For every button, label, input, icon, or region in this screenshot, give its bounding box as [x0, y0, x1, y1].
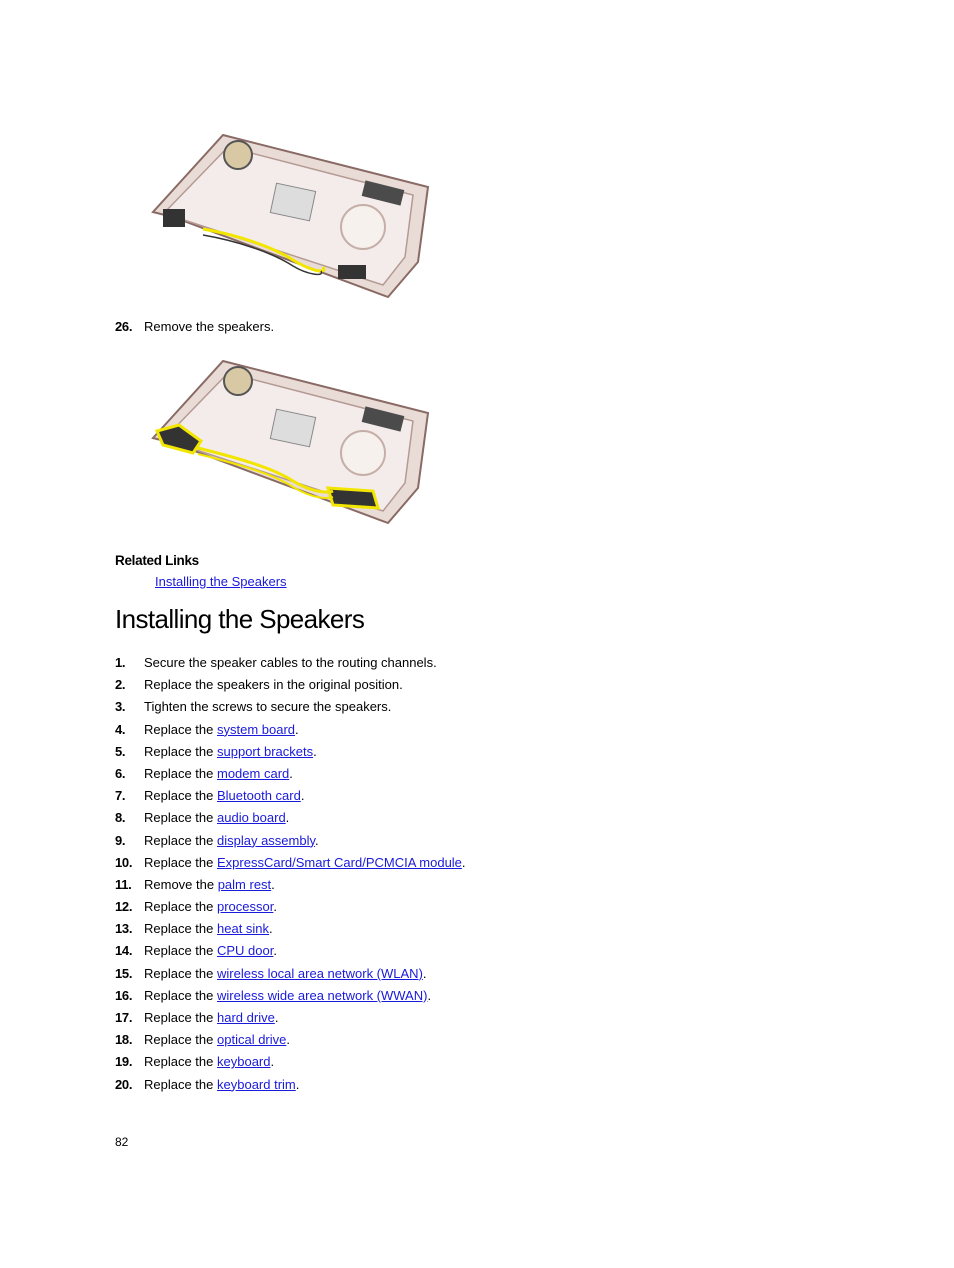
step-text-prefix: Replace the — [144, 832, 217, 848]
step-item — [0, 788, 954, 810]
step-number: 26. — [115, 319, 133, 334]
step-text-suffix: . — [300, 788, 305, 804]
step-text — [144, 921, 273, 936]
step-link[interactable]: wireless local area network (WLAN) — [217, 965, 423, 981]
step-text — [144, 699, 391, 714]
step-text-prefix: Replace the — [144, 743, 217, 759]
step-text-prefix: Replace the — [144, 854, 217, 870]
step-number: 2. — [115, 677, 126, 693]
related-links-heading: Related Links — [115, 553, 199, 568]
step-text-suffix: . — [289, 765, 293, 781]
step-item — [0, 833, 954, 855]
step-text-suffix: . — [461, 854, 466, 870]
step-number: 4. — [115, 721, 126, 737]
step-text-suffix: . — [269, 921, 273, 937]
step-text — [144, 810, 289, 825]
step-text-prefix: Replace the — [144, 1032, 217, 1048]
step-text — [144, 855, 466, 870]
step-item — [0, 744, 954, 766]
step-number: 11. — [115, 876, 132, 892]
step-text-prefix: Replace the — [144, 1010, 217, 1025]
step-text-prefix: Replace the speakers in the original position. — [144, 677, 403, 693]
step-text — [144, 744, 317, 759]
step-text: Remove the speakers. — [144, 319, 275, 334]
step-text-prefix: Replace the — [144, 788, 217, 804]
step-number: 1. — [115, 655, 126, 670]
step-link[interactable]: palm rest — [217, 876, 272, 892]
step-number: 7. — [115, 788, 126, 804]
step-link[interactable]: Bluetooth card — [217, 788, 301, 804]
step-number: 15. — [115, 965, 133, 981]
installation-steps — [0, 655, 954, 1099]
step-link[interactable]: system board — [217, 721, 296, 737]
step-number: 3. — [115, 699, 126, 715]
step-number: 18. — [115, 1032, 133, 1048]
step-item — [0, 699, 954, 721]
step-item — [0, 677, 954, 699]
step-text-suffix: . — [295, 1076, 300, 1092]
step-text-prefix: Replace the — [144, 810, 217, 826]
step-number: 17. — [115, 1010, 133, 1025]
step-number: 20. — [115, 1076, 133, 1092]
step-text-prefix: Remove the — [144, 876, 218, 892]
step-text-prefix: Replace the — [144, 943, 217, 959]
step-link[interactable]: modem card — [217, 765, 290, 781]
step-text-prefix: Replace the — [144, 765, 217, 781]
step-text — [144, 677, 403, 692]
step-item — [0, 722, 954, 744]
step-text — [144, 988, 431, 1003]
step-number: 14. — [115, 943, 133, 959]
step-text — [144, 1032, 290, 1047]
step-text-suffix: . — [422, 965, 427, 981]
step-text-prefix: Replace the — [144, 921, 217, 937]
step-text-suffix: . — [274, 1010, 279, 1025]
step-link[interactable]: ExpressCard/Smart Card/PCMCIA module — [217, 854, 462, 870]
step-number: 8. — [115, 810, 126, 826]
step-text-suffix: . — [285, 810, 290, 826]
step-item — [0, 855, 954, 877]
related-link-installing-speakers[interactable]: Installing the Speakers — [155, 574, 287, 589]
step-item — [0, 810, 954, 832]
step-link[interactable]: audio board — [217, 810, 286, 826]
step-text-suffix: . — [273, 943, 277, 959]
step-number: 19. — [115, 1054, 133, 1070]
step-text-suffix: . — [315, 832, 319, 848]
page-number: 82 — [115, 1135, 129, 1149]
step-item — [0, 1077, 954, 1099]
step-text — [144, 788, 304, 803]
step-text-suffix: . — [313, 743, 317, 759]
step-item — [0, 877, 954, 899]
step-text-prefix: Replace the — [144, 1076, 217, 1092]
step-link[interactable]: keyboard — [217, 1054, 271, 1070]
chassis-photo-speakers — [143, 343, 433, 536]
step-item — [0, 655, 954, 677]
step-text-suffix: . — [271, 876, 275, 892]
step-text — [144, 833, 319, 848]
chassis-photo-cables — [143, 117, 433, 310]
step-number: 13. — [115, 921, 133, 937]
step-item — [0, 899, 954, 921]
step-link[interactable]: processor — [217, 899, 274, 915]
step-text — [144, 766, 293, 781]
step-text — [144, 1010, 278, 1025]
step-text-suffix: . — [273, 899, 277, 915]
step-text-prefix: Replace the — [144, 899, 217, 915]
step-link[interactable]: heat sink — [217, 921, 270, 937]
step-number: 16. — [115, 987, 133, 1003]
step-number: 5. — [115, 743, 126, 759]
step-item — [0, 943, 954, 965]
step-text-suffix: . — [427, 987, 432, 1003]
step-text-prefix: Tighten the screws to secure the speakers. — [144, 699, 392, 715]
step-item — [0, 766, 954, 788]
step-text — [144, 943, 277, 958]
step-number: 10. — [115, 854, 133, 870]
step-link[interactable]: hard drive — [217, 1010, 275, 1025]
step-text — [144, 655, 437, 670]
step-text-prefix: Replace the — [144, 721, 217, 737]
step-text-prefix: Replace the — [144, 987, 217, 1003]
chassis-illustration-1 — [143, 117, 433, 310]
step-text-suffix: . — [286, 1032, 290, 1048]
page-title: Installing the Speakers — [115, 604, 365, 634]
step-link[interactable]: display assembly — [217, 832, 316, 848]
step-text-prefix: Replace the — [144, 1054, 217, 1070]
step-item — [0, 966, 954, 988]
step-link[interactable]: wireless wide area network (WWAN) — [217, 987, 428, 1003]
step-text-suffix: . — [295, 721, 299, 737]
step-link[interactable]: CPU door — [217, 943, 274, 959]
step-number: 12. — [115, 899, 133, 915]
step-item — [0, 1010, 954, 1032]
step-text — [144, 966, 427, 981]
step-item — [0, 921, 954, 943]
step-text — [144, 722, 299, 737]
step-text — [144, 1054, 274, 1069]
step-text-prefix: Replace the — [144, 965, 217, 981]
step-link[interactable]: optical drive — [217, 1032, 287, 1048]
step-text — [144, 877, 275, 892]
step-item — [0, 1032, 954, 1054]
step-item — [0, 1054, 954, 1076]
step-number: 9. — [115, 832, 126, 848]
step-text-prefix: Secure the speaker cables to the routing channels. — [144, 655, 437, 670]
step-item — [0, 988, 954, 1010]
step-text — [144, 899, 277, 914]
step-link[interactable]: keyboard trim — [217, 1076, 296, 1092]
step-link[interactable]: support brackets — [217, 743, 314, 759]
step-text-suffix: . — [270, 1054, 275, 1070]
step-number: 6. — [115, 765, 126, 781]
chassis-illustration-2 — [143, 343, 433, 536]
step-text — [144, 1077, 299, 1092]
